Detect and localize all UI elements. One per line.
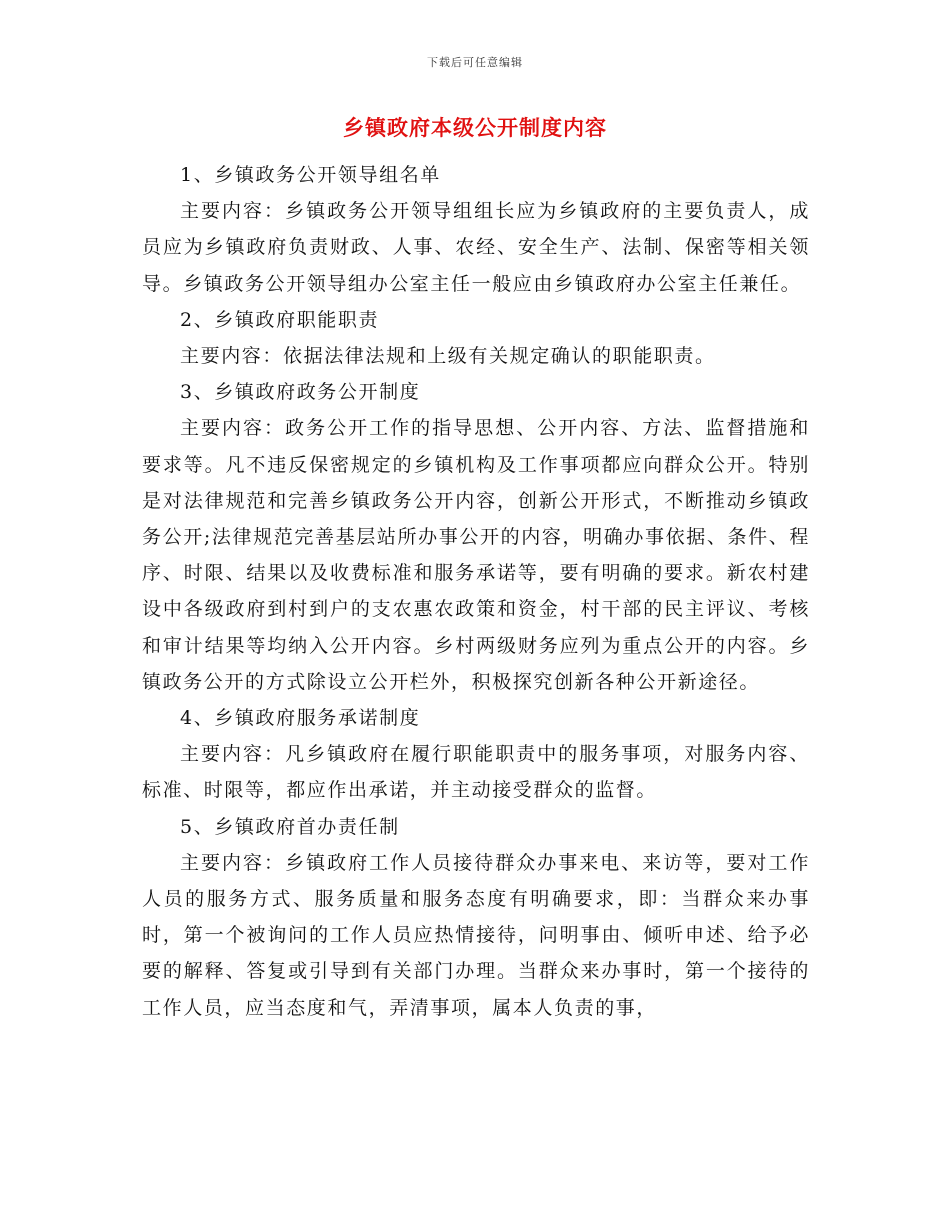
section-body-3: 主要内容：政务公开工作的指导思想、公开内容、方法、监督措施和要求等。凡不违反保密规定的乡镇机构及工作事项都应向群众公开。特别是对法律规范和完善乡镇政务公开内容，创新公开形式，不断推动乡镇政务公开;法律规范完善基层站所办事公开的内容，明确办事依据、条件、程序、时限、结果以及收费标准和服务承诺等，要有明确的要求。新农村建设中各级政府到村到户的支农惠农政策和资金，村干部的民主评议、考核和审计结果等均纳入公开内容。乡村两级财务应列为重点公开的内容。乡镇政务公开的方式除设立公开栏外，积极探究创新各种公开新途径。 [142, 417, 810, 693]
section-heading-3: 3、乡镇政府政务公开制度 [180, 381, 421, 404]
section-body-5: 主要内容：乡镇政府工作人员接待群众办事来电、来访等，要对工作人员的服务方式、服务质量和服务态度有明确要求，即：当群众来办事时，第一个被询问的工作人员应热情接待，问明事由、倾听申述、给予必要的解释、答复或引导到有关部门办理。当群众来办事时，第一个接待的工作人员，应当态度和气，弄清事项，属本人负责的事， [142, 851, 810, 1019]
section-body-4: 主要内容：凡乡镇政府在履行职能职责中的服务事项，对服务内容、标准、时限等，都应作出承诺，并主动接受群众的监督。 [142, 743, 810, 802]
section-body-1: 主要内容：乡镇政务公开领导组组长应为乡镇政府的主要负责人，成员应为乡镇政府负责财政、人事、农经、安全生产、法制、保密等相关领导。乡镇政务公开领导组办公室主任一般应由乡镇政府办公室主任兼任。 [142, 200, 810, 295]
section-body-2: 主要内容：依据法律法规和上级有关规定确认的职能职责。 [180, 345, 716, 368]
page-header-note: 下载后可任意编辑 [427, 56, 523, 69]
document-body [142, 157, 810, 1026]
section-heading-4: 4、乡镇政府服务承诺制度 [180, 707, 421, 730]
section-heading-5: 5、乡镇政府首办责任制 [180, 815, 400, 838]
section-heading-1: 1、乡镇政务公开领导组名单 [180, 164, 441, 186]
section-heading-2: 2、乡镇政府职能职责 [180, 308, 380, 331]
document-title: 乡镇政府本级公开制度内容 [343, 115, 607, 140]
